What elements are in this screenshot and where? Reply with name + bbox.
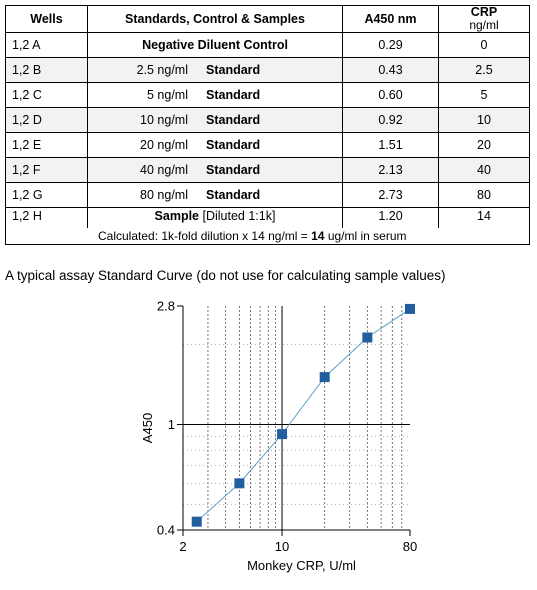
dilution-text: [Diluted 1:1k] xyxy=(199,209,276,223)
concentration-text: 80 ng/ml xyxy=(140,188,188,202)
calculation-cell xyxy=(6,228,530,245)
calc-prefix: Calculated: 1k-fold dilution x 14 ng/ml = xyxy=(98,229,312,243)
standard-label: Standard xyxy=(206,113,261,127)
header-crp-label: CRP xyxy=(470,5,498,19)
table-row xyxy=(6,58,530,83)
a450-cell: 0.43 xyxy=(343,58,439,83)
data-point xyxy=(405,304,415,314)
header-wells: Wells xyxy=(6,6,88,33)
standard-curve-chart xyxy=(0,290,537,588)
crp-cell: 14 xyxy=(439,208,530,229)
table-row xyxy=(6,108,530,133)
calc-bold-value: 14 xyxy=(311,229,325,243)
a450-cell: 1.51 xyxy=(343,133,439,158)
x-tick-label: 10 xyxy=(274,539,290,554)
data-point xyxy=(234,478,244,488)
x-tick-label: 2 xyxy=(179,539,187,554)
crp-cell: 5 xyxy=(439,83,530,108)
well-cell: 1,2 G xyxy=(6,183,88,208)
well-cell: 1,2 C xyxy=(6,83,88,108)
assay-table xyxy=(5,5,530,245)
concentration-text: 5 ng/ml xyxy=(147,88,188,102)
sample-cell xyxy=(88,108,343,133)
standard-label: Standard xyxy=(206,63,261,77)
table-row xyxy=(6,183,530,208)
a450-cell: 2.13 xyxy=(343,158,439,183)
header-samples: Standards, Control & Samples xyxy=(88,6,343,33)
sample-row xyxy=(6,208,530,229)
crp-cell: 80 xyxy=(439,183,530,208)
calc-suffix: ug/ml in serum xyxy=(324,229,407,243)
concentration-text: 20 ng/ml xyxy=(140,138,188,152)
concentration-text: 40 ng/ml xyxy=(140,163,188,177)
x-axis-title: Monkey CRP, U/ml xyxy=(247,558,356,573)
sample-cell xyxy=(88,208,343,229)
a450-cell: 0.60 xyxy=(343,83,439,108)
crp-cell: 0 xyxy=(439,33,530,58)
sample-cell xyxy=(88,33,343,58)
sample-cell xyxy=(88,133,343,158)
x-tick-label: 80 xyxy=(402,539,418,554)
well-cell: 1,2 B xyxy=(6,58,88,83)
well-cell: 1,2 F xyxy=(6,158,88,183)
crp-cell: 20 xyxy=(439,133,530,158)
table-row xyxy=(6,133,530,158)
table-row xyxy=(6,158,530,183)
data-point xyxy=(320,372,330,382)
sample-cell xyxy=(88,83,343,108)
standard-label: Standard xyxy=(206,163,261,177)
a450-cell: 1.20 xyxy=(343,208,439,229)
calculation-row xyxy=(6,228,530,245)
y-axis-title: A450 xyxy=(140,412,155,444)
header-a450: A450 nm xyxy=(343,6,439,33)
crp-cell: 2.5 xyxy=(439,58,530,83)
data-point xyxy=(277,429,287,439)
well-cell: 1,2 D xyxy=(6,108,88,133)
table-row xyxy=(6,33,530,58)
crp-cell: 10 xyxy=(439,108,530,133)
a450-cell: 2.73 xyxy=(343,183,439,208)
y-tick-label: 1 xyxy=(167,417,175,433)
standard-label: Standard xyxy=(206,138,261,152)
data-point xyxy=(192,517,202,527)
well-cell: 1,2 A xyxy=(6,33,88,58)
curve-line xyxy=(197,309,410,522)
y-tick-label: 0.4 xyxy=(156,522,175,538)
table-header-row xyxy=(6,6,530,33)
sample-cell xyxy=(88,183,343,208)
standard-label: Standard xyxy=(206,88,261,102)
concentration-text: 10 ng/ml xyxy=(140,113,188,127)
y-tick-label: 2.8 xyxy=(156,298,175,314)
header-crp-unit: ng/ml xyxy=(469,18,499,32)
well-cell: 1,2 H xyxy=(6,208,88,229)
sample-cell xyxy=(88,158,343,183)
header-crp xyxy=(439,6,530,33)
concentration-text: 2.5 ng/ml xyxy=(136,63,188,77)
well-cell: 1,2 E xyxy=(6,133,88,158)
chart-caption: A typical assay Standard Curve (do not use for calculating sample values) xyxy=(5,268,446,283)
sample-cell xyxy=(88,58,343,83)
crp-cell: 40 xyxy=(439,158,530,183)
data-point xyxy=(362,332,372,342)
sample-label: Sample xyxy=(154,209,200,223)
table-row xyxy=(6,83,530,108)
a450-cell: 0.29 xyxy=(343,33,439,58)
a450-cell: 0.92 xyxy=(343,108,439,133)
standard-label: Standard xyxy=(206,188,261,202)
control-label: Negative Diluent Control xyxy=(142,38,288,52)
